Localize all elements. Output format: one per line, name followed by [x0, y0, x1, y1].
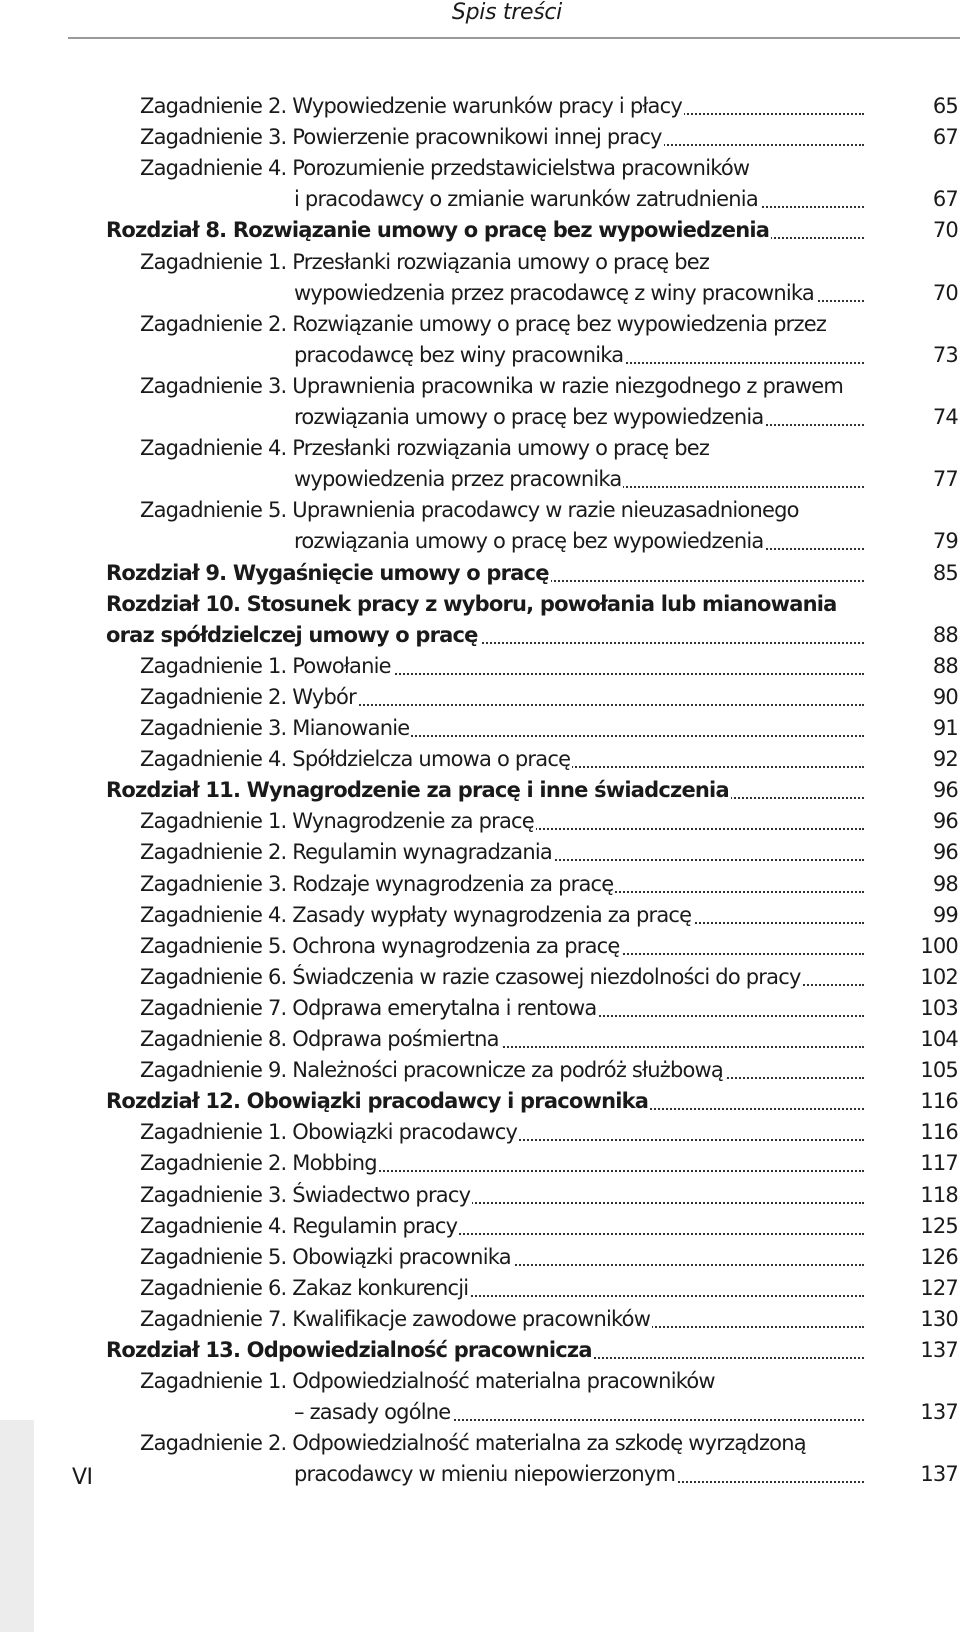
- toc-page-number: 65: [932, 94, 958, 118]
- toc-entry-label: Zagadnienie 1. Wynagrodzenie za pracę: [140, 806, 536, 837]
- toc-chapter-row: [0, 589, 960, 620]
- toc-page-number: 105: [920, 1058, 958, 1083]
- toc-entry-label: Rozdział 13. Odpowiedzialność pracownicza: [106, 1335, 594, 1366]
- toc-entry-label: Zagadnienie 6. Świadczenia w razie czasowej niezdolności do pracy: [140, 962, 803, 993]
- toc-section-row: [0, 962, 960, 993]
- toc-section-row: [0, 1117, 960, 1148]
- toc-page-number: 79: [932, 529, 958, 554]
- toc-page-number: 96: [932, 840, 958, 865]
- toc-section-row: [0, 1242, 960, 1273]
- toc-page-number: 96: [932, 778, 958, 803]
- toc-entry-label: wypowiedzenia przez pracownika: [294, 464, 623, 495]
- running-head-title: Spis treści: [451, 0, 562, 25]
- toc-section-row: [0, 1055, 960, 1086]
- toc-section-row: [0, 1211, 960, 1242]
- toc-chapter-row: [0, 775, 960, 806]
- toc-entry-label: Zagadnienie 2. Wybór: [140, 682, 358, 713]
- toc-section-row: [0, 869, 960, 900]
- toc-section-row: [0, 122, 960, 153]
- toc-page-number: 137: [920, 1400, 958, 1425]
- toc-page-number: 103: [920, 995, 958, 1020]
- toc-page-number: 116: [920, 1120, 958, 1145]
- toc-entry-label: Zagadnienie 8. Odprawa pośmiertna: [140, 1024, 501, 1055]
- toc-section-row: [0, 682, 960, 713]
- toc-section-row: [0, 526, 960, 557]
- toc-entry-label: Zagadnienie 5. Uprawnienia pracodawcy w razie nieuzasadnionego: [140, 498, 799, 523]
- toc-section-row: [0, 402, 960, 433]
- toc-entry-label: Zagadnienie 2. Wypowiedzenie warunków pracy i płacy: [140, 91, 684, 122]
- toc-page-number: 92: [932, 747, 958, 772]
- toc-section-row: [0, 495, 960, 526]
- toc-page-number: 130: [920, 1306, 958, 1331]
- toc-page-number: 102: [920, 964, 958, 989]
- toc-section-row: [0, 1024, 960, 1055]
- toc-entry-label: Zagadnienie 2. Rozwiązanie umowy o pracę bez wypowiedzenia przez: [140, 311, 827, 336]
- toc-section-row: [0, 1304, 960, 1335]
- toc-section-row: [0, 371, 960, 402]
- toc-entry-label: Zagadnienie 4. Regulamin pracy: [140, 1211, 459, 1242]
- toc-section-row: [0, 744, 960, 775]
- toc-entry-label: oraz spółdzielczej umowy o pracę: [106, 620, 480, 651]
- toc-entry-label: Zagadnienie 3. Mianowanie: [140, 713, 411, 744]
- toc-page-number: 127: [920, 1275, 958, 1300]
- toc-entry-label: Rozdział 11. Wynagrodzenie za pracę i inne świadczenia: [106, 775, 731, 806]
- toc-entry-label: Zagadnienie 7. Odprawa emerytalna i rentowa: [140, 993, 599, 1024]
- toc-entry-label: Zagadnienie 3. Powierzenie pracownikowi innej pracy: [140, 122, 664, 153]
- toc-page-number: 96: [932, 809, 958, 834]
- toc-entry-label: – zasady ogólne: [294, 1397, 452, 1428]
- toc-chapter-row: [0, 215, 960, 246]
- toc-entry-label: Zagadnienie 4. Przesłanki rozwiązania umowy o pracę bez: [140, 436, 710, 461]
- toc-page-number: 67: [932, 125, 958, 150]
- toc-page-number: 70: [932, 280, 958, 305]
- toc-entry-label: Zagadnienie 1. Obowiązki pracodawcy: [140, 1117, 519, 1148]
- toc-entry-label: Zagadnienie 4. Porozumienie przedstawicielstwa pracowników: [140, 156, 750, 181]
- toc-entry-label: pracodawcę bez winy pracownika: [294, 340, 625, 371]
- toc-entry-label: Zagadnienie 9. Należności pracownicze za podróż służbową: [140, 1055, 725, 1086]
- toc-page-number: 73: [932, 342, 958, 367]
- toc-section-row: [0, 309, 960, 340]
- toc-entry-label: Zagadnienie 1. Przesłanki rozwiązania umowy o pracę bez: [140, 249, 710, 274]
- toc-section-row: [0, 1459, 960, 1490]
- toc-section-row: [0, 1428, 960, 1459]
- toc-page-number: 118: [920, 1182, 958, 1207]
- toc-page-number: 99: [932, 902, 958, 927]
- toc-page-number: 98: [932, 871, 958, 896]
- toc-entry-label: Zagadnienie 6. Zakaz konkurencji: [140, 1273, 470, 1304]
- toc-page-number: 77: [932, 467, 958, 492]
- toc-chapter-row: [0, 620, 960, 651]
- toc-section-row: [0, 713, 960, 744]
- toc-page-number: 67: [932, 187, 958, 212]
- toc-entry-label: Zagadnienie 3. Rodzaje wynagrodzenia za pracę: [140, 869, 615, 900]
- toc-entry-label: Zagadnienie 3. Uprawnienia pracownika w razie niezgodnego z prawem: [140, 373, 844, 398]
- toc-chapter-row: [0, 1335, 960, 1366]
- toc-page-number: 100: [920, 933, 958, 958]
- toc-section-row: [0, 993, 960, 1024]
- toc-entry-label: Zagadnienie 1. Powołanie: [140, 651, 393, 682]
- toc-section-row: [0, 433, 960, 464]
- toc-section-row: [0, 1273, 960, 1304]
- toc-section-row: [0, 1180, 960, 1211]
- toc-page-number: 70: [932, 218, 958, 243]
- running-head: [0, 0, 960, 39]
- toc-page-number: 125: [920, 1213, 958, 1238]
- toc-section-row: [0, 184, 960, 215]
- toc-entry-label: i pracodawcy o zmianie warunków zatrudnienia: [294, 184, 760, 215]
- toc-entry-label: pracodawcy w mieniu niepowierzonym: [294, 1459, 677, 1490]
- toc-section-row: [0, 153, 960, 184]
- toc-entry-label: Zagadnienie 4. Spółdzielcza umowa o pracę: [140, 744, 572, 775]
- toc-page-number: 91: [932, 716, 958, 740]
- toc-entry-label: Zagadnienie 2. Mobbing: [140, 1148, 379, 1179]
- toc-section-row: [0, 464, 960, 495]
- toc-section-row: [0, 247, 960, 278]
- toc-chapter-row: [0, 558, 960, 589]
- toc-page-number: 137: [920, 1338, 958, 1362]
- header-rule: [68, 37, 960, 39]
- toc-section-row: [0, 1366, 960, 1397]
- toc-section-row: [0, 1397, 960, 1428]
- toc-page-number: 88: [932, 622, 958, 647]
- toc-entry-label: Rozdział 9. Wygaśnięcie umowy o pracę: [106, 558, 551, 589]
- toc-section-row: [0, 278, 960, 309]
- toc-entry-label: rozwiązania umowy o pracę bez wypowiedzenia: [294, 526, 765, 557]
- toc-entry-label: Rozdział 12. Obowiązki pracodawcy i pracownika: [106, 1086, 650, 1117]
- toc-entry-label: Zagadnienie 4. Zasady wypłaty wynagrodzenia za pracę: [140, 900, 693, 931]
- toc-section-row: [0, 1148, 960, 1179]
- toc-section-row: [0, 900, 960, 931]
- toc-chapter-row: [0, 1086, 960, 1117]
- toc-page-number: 74: [932, 405, 958, 429]
- toc-page-number: 126: [920, 1244, 958, 1269]
- toc-entry-label: Zagadnienie 1. Odpowiedzialność materialna pracowników: [140, 1369, 715, 1394]
- toc-section-row: [0, 91, 960, 122]
- toc-page-number: 88: [932, 653, 958, 678]
- toc-section-row: [0, 931, 960, 962]
- toc-entry-label: Zagadnienie 2. Regulamin wynagradzania: [140, 837, 554, 868]
- page-edge-tab: [0, 1420, 34, 1632]
- toc-page-number: 116: [920, 1089, 958, 1114]
- toc-section-row: [0, 340, 960, 371]
- toc-section-row: [0, 651, 960, 682]
- toc-page-number: 90: [932, 684, 958, 709]
- toc-entry-label: Zagadnienie 7. Kwalifikacje zawodowe pracowników: [140, 1304, 652, 1335]
- toc-entry-label: Rozdział 8. Rozwiązanie umowy o pracę bez wypowiedzenia: [106, 215, 771, 246]
- toc-entry-label: Rozdział 10. Stosunek pracy z wyboru, powołania lub mianowania: [106, 591, 837, 616]
- toc-entry-label: Zagadnienie 2. Odpowiedzialność materialna za szkodę wyrządzoną: [140, 1431, 806, 1456]
- toc-page-number: 117: [920, 1151, 958, 1176]
- toc-page-number: 137: [920, 1462, 958, 1487]
- toc-entry-label: Zagadnienie 3. Świadectwo pracy: [140, 1180, 472, 1211]
- toc-page-number: 85: [932, 560, 958, 585]
- page-number: VI: [72, 1465, 93, 1490]
- toc-entry-label: wypowiedzenia przez pracodawcę z winy pracownika: [294, 278, 816, 309]
- toc-section-row: [0, 837, 960, 868]
- toc-entry-label: Zagadnienie 5. Obowiązki pracownika: [140, 1242, 513, 1273]
- toc-entry-label: Zagadnienie 5. Ochrona wynagrodzenia za pracę: [140, 931, 622, 962]
- toc-page-number: 104: [920, 1027, 958, 1051]
- toc-section-row: [0, 806, 960, 837]
- toc-entry-label: rozwiązania umowy o pracę bez wypowiedzenia: [294, 402, 765, 433]
